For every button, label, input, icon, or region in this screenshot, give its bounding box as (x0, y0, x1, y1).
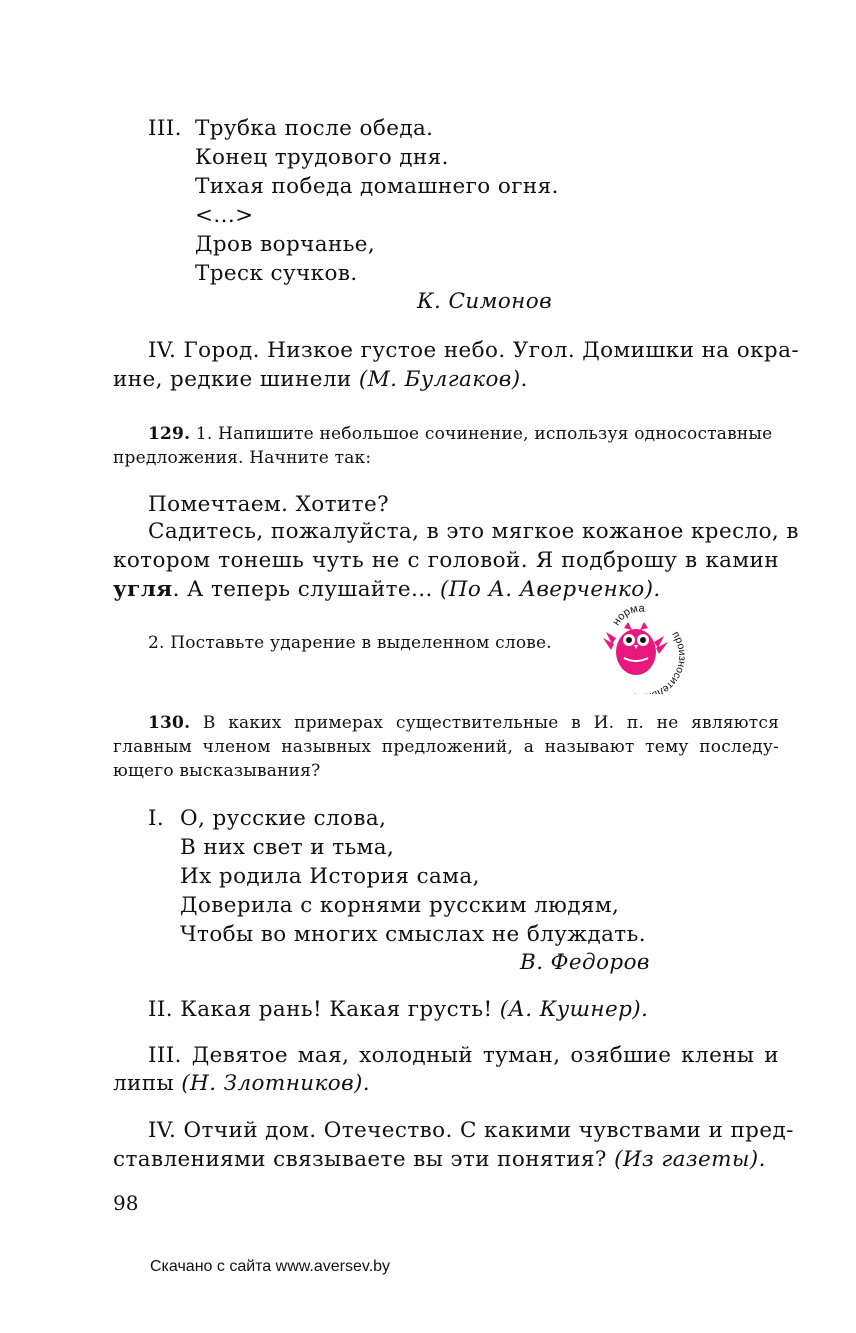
exercise-130-number: 130. (148, 713, 191, 733)
example-130-3-text: липы (113, 1071, 175, 1096)
badge-side-label: произносител (655, 629, 688, 694)
exercise-129-text-line-3: котором тонешь чуть не с головой. Я подброшу в камин (113, 548, 779, 573)
exercise-130-task-line-3: ющего высказывания? (113, 761, 321, 781)
poem-3-line-4: <...> (195, 203, 254, 228)
download-footer: Скачано с сайта www.aversev.by (150, 1258, 391, 1275)
example-130-4-line-1: IV. Отчий дом. Отечество. С какими чувствами и пред- (148, 1118, 794, 1143)
exercise-129-text-rest: . А теперь слушайте... (172, 577, 433, 602)
norm-pronunciation-badge (592, 598, 688, 694)
poem-130-1-author: В. Федоров (520, 950, 650, 975)
exercise-129-task-line-2: предложения. Начните так: (113, 448, 372, 468)
exercise-130-task-1: В каких примерах существительные в И. п. не являются (202, 713, 779, 733)
example-130-2-source: (А. Кушнер). (499, 997, 649, 1022)
example-130-2 (148, 995, 648, 1024)
exercise-129-task-1: 1. Напишите небольшое сочинение, используя односоставные (195, 424, 773, 444)
example-130-3-line-2 (113, 1069, 370, 1098)
example-130-4-source: (Из газеты). (614, 1147, 766, 1172)
exercise-129-task-2: 2. Поставьте ударение в выделенном слове. (148, 633, 552, 653)
poem-3-numeral: III. (148, 116, 182, 141)
poem-3-line-5: Дров ворчанье, (195, 232, 376, 257)
poem-130-1-numeral: I. (148, 806, 165, 831)
poem-3-line-2: Конец трудового дня. (195, 145, 449, 170)
exercise-130-task-line-1 (148, 711, 779, 735)
poem-3-line-3: Тихая победа домашнего огня. (195, 174, 559, 199)
exercise-129-bold-word: угля (113, 577, 173, 602)
poem-130-1-line-3: Их родила История сама, (180, 864, 480, 889)
poem-3-line-1: Трубка после обеда. (195, 116, 434, 141)
example-130-4-text: ставлениями связываете вы эти понятия? (113, 1147, 607, 1172)
example-4-line-1: IV. Город. Низкое густое небо. Угол. Домишки на окра- (148, 338, 799, 363)
owl-icon (592, 598, 688, 694)
example-4-text: ине, редкие шинели (113, 367, 352, 392)
example-4-line-2 (113, 365, 528, 394)
badge-top-label: норма (610, 602, 645, 628)
exercise-129-task-line-1 (148, 422, 779, 446)
example-130-2-text: II. Какая рань! Какая грусть! (148, 997, 493, 1022)
poem-130-1-line-4: Доверила с корнями русским людям, (180, 893, 620, 918)
exercise-129-number: 129. (148, 424, 191, 444)
poem-130-1-line-5: Чтобы во многих смыслах не блуждать. (180, 922, 646, 947)
poem-3-author: К. Симонов (417, 289, 552, 314)
exercise-130-task-line-2: главным членом назывных предложений, а называют тему последу- (113, 737, 779, 757)
example-130-3-line-1: III. Девятое мая, холодный туман, озябшие клены и (148, 1043, 779, 1068)
poem-130-1-line-2: В них свет и тьма, (180, 835, 395, 860)
exercise-129-text-line-1: Помечтаем. Хотите? (148, 492, 390, 517)
exercise-129-source: (По А. Аверченко). (440, 577, 661, 602)
poem-3-line-6: Треск сучков. (195, 261, 358, 286)
exercise-129-text-line-2: Садитесь, пожалуйста, в это мягкое кожаное кресло, в (148, 519, 799, 544)
example-130-3-source: (Н. Злотников). (181, 1071, 371, 1096)
poem-130-1-line-1: О, русские слова, (180, 806, 387, 831)
page-number: 98 (113, 1191, 139, 1215)
example-130-4-line-2 (113, 1145, 766, 1174)
exercise-129-text-line-4 (113, 575, 661, 604)
example-4-source: (М. Булгаков). (358, 367, 528, 392)
